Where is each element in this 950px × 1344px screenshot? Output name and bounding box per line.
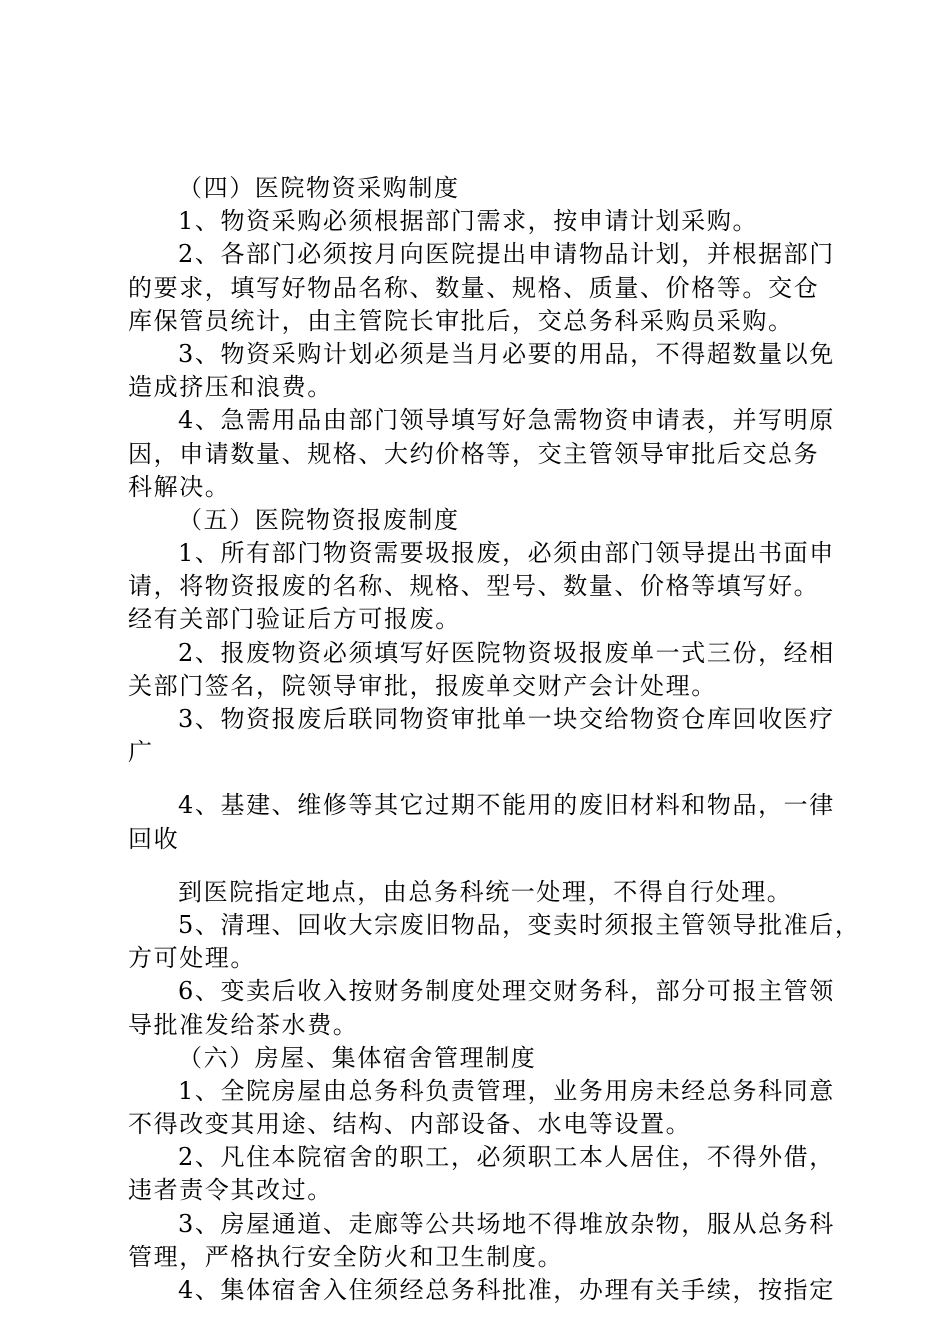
document-body	[128, 172, 861, 1307]
paragraph-line: 不得改变其用途、结构、内部设备、水电等设置。	[128, 1110, 692, 1139]
paragraph-line: 5、清理、回收大宗废旧物品，变卖时须报主管领导批准后，	[178, 910, 861, 939]
paragraph-line: 库保管员统计，由主管院长审批后，交总务科采购员采购。	[128, 306, 794, 335]
paragraph-line: 4、基建、维修等其它过期不能用的废旧材料和物品，一律	[178, 791, 835, 820]
paragraph-line: 导批准发给茶水费。	[128, 1010, 359, 1039]
paragraph-line: 科解决。	[128, 472, 231, 501]
section-heading-six: （六）房屋、集体宿舍管理制度	[178, 1043, 537, 1072]
paragraph-line: 1、物资采购必须根据部门需求，按申请计划采购。	[178, 207, 759, 236]
paragraph-line: 方可处理。	[128, 944, 256, 973]
blank-gap	[128, 769, 838, 789]
paragraph-line: 到医院指定地点，由总务科统一处理，不得自行处理。	[178, 877, 793, 906]
paragraph-line: 经有关部门验证后方可报废。	[128, 605, 461, 634]
paragraph-line: 的要求，填写好物品名称、数量、规格、质量、价格等。交仓	[128, 273, 820, 302]
paragraph-line: 回收	[128, 824, 180, 853]
paragraph-line: 因，申请数量、规格、大约价格等，交主管领导审批后交总务	[128, 439, 820, 468]
paragraph-line: 4、急需用品由部门领导填写好急需物资申请表，并写明原	[178, 406, 835, 435]
paragraph-line: 6、变卖后收入按财务制度处理交财务科，部分可报主管领	[178, 977, 835, 1006]
paragraph-line: 2、各部门必须按月向医院提出申请物品计划，并根据部门	[178, 240, 835, 269]
paragraph-line: 1、所有部门物资需要圾报废，必须由部门领导提出书面申	[178, 539, 835, 568]
paragraph-line: 造成挤压和浪费。	[128, 373, 333, 402]
paragraph-line: 2、凡住本院宿舍的职工，必须职工本人居住，不得外借，	[178, 1143, 835, 1172]
paragraph-line: 关部门签名，院领导审批，报废单交财产会计处理。	[128, 671, 717, 700]
paragraph-line: 请，将物资报废的名称、规格、型号、数量、价格等填写好。	[128, 572, 820, 601]
paragraph-line: 管理，严格执行安全防火和卫生制度。	[128, 1242, 564, 1271]
paragraph-line: 4、集体宿舍入住须经总务科批准，办理有关手续，按指定	[178, 1276, 835, 1304]
blank-gap	[128, 856, 838, 876]
paragraph-line: 2、报废物资必须填写好医院物资圾报废单一式三份，经相	[178, 638, 835, 667]
paragraph-line: 3、物资采购计划必须是当月必要的用品，不得超数量以免	[178, 339, 835, 368]
paragraph-line: 1、全院房屋由总务科负责管理，业务用房未经总务科同意	[178, 1076, 835, 1105]
paragraph-line: 3、物资报废后联同物资审批单一块交给物资仓库回收医疗	[178, 705, 835, 733]
section-heading-four: （四）医院物资采购制度	[178, 174, 460, 202]
paragraph-line: 广	[128, 738, 154, 767]
paragraph-line: 违者责令其改过。	[128, 1176, 333, 1205]
section-heading-five: （五）医院物资报废制度	[178, 505, 460, 534]
paragraph-line: 3、房屋通道、走廊等公共场地不得堆放杂物，服从总务科	[178, 1209, 835, 1238]
